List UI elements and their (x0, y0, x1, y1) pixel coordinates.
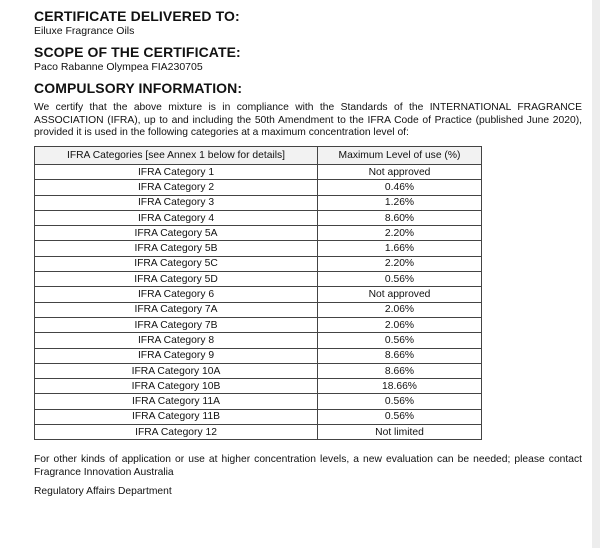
max-level-cell: 2.20% (318, 226, 482, 241)
category-cell: IFRA Category 2 (35, 180, 318, 195)
max-level-cell: 8.60% (318, 210, 482, 225)
footer-note: For other kinds of application or use at higher concentration levels, a new evaluation can be needed; please contact Fragrance Innovation Australia (34, 454, 582, 478)
compulsory-heading: COMPULSORY INFORMATION: (34, 80, 243, 96)
max-level-cell: 8.66% (318, 363, 482, 378)
compliance-statement: We certify that the above mixture is in compliance with the Standards of the INTERNATIONAL FRAGRANCE ASSOCIATION (IFRA), up to and including the 50th Amendment to the IFRA Code of Practice (published June 2020), provided it is used in the following categories at a maximum concentration level of: (34, 102, 582, 138)
category-cell: IFRA Category 5D (35, 272, 318, 287)
category-cell: IFRA Category 11A (35, 394, 318, 409)
table-row (35, 409, 482, 424)
table-row (35, 180, 482, 195)
table-row (35, 287, 482, 302)
category-cell: IFRA Category 8 (35, 333, 318, 348)
department-name: Regulatory Affairs Department (34, 486, 172, 497)
category-cell: IFRA Category 5B (35, 241, 318, 256)
category-cell: IFRA Category 6 (35, 287, 318, 302)
max-level-cell: 0.46% (318, 180, 482, 195)
table-row (35, 425, 482, 440)
max-level-cell: 8.66% (318, 348, 482, 363)
category-cell: IFRA Category 9 (35, 348, 318, 363)
table-row (35, 317, 482, 332)
category-cell: IFRA Category 1 (35, 165, 318, 180)
ifra-limits-table (34, 146, 482, 440)
header-max-level: Maximum Level of use (%) (318, 147, 482, 165)
scope-heading: SCOPE OF THE CERTIFICATE: (34, 44, 241, 60)
table-row (35, 363, 482, 378)
category-cell: IFRA Category 10A (35, 363, 318, 378)
category-cell: IFRA Category 10B (35, 379, 318, 394)
max-level-cell: Not limited (318, 425, 482, 440)
category-cell: IFRA Category 5C (35, 256, 318, 271)
max-level-cell: Not approved (318, 287, 482, 302)
table-row (35, 195, 482, 210)
category-cell: IFRA Category 12 (35, 425, 318, 440)
table-header-row (35, 147, 482, 165)
header-categories: IFRA Categories [see Annex 1 below for details] (35, 147, 318, 165)
max-level-cell: 0.56% (318, 394, 482, 409)
page-edge-shadow (592, 0, 600, 548)
max-level-cell: 1.66% (318, 241, 482, 256)
max-level-cell: 0.56% (318, 272, 482, 287)
table-row (35, 302, 482, 317)
category-cell: IFRA Category 7B (35, 317, 318, 332)
max-level-cell: 2.06% (318, 302, 482, 317)
table-row (35, 210, 482, 225)
table-row (35, 333, 482, 348)
table-row (35, 165, 482, 180)
table-row (35, 256, 482, 271)
category-cell: IFRA Category 4 (35, 210, 318, 225)
category-cell: IFRA Category 11B (35, 409, 318, 424)
max-level-cell: 2.06% (318, 317, 482, 332)
category-cell: IFRA Category 7A (35, 302, 318, 317)
max-level-cell: 2.20% (318, 256, 482, 271)
table-row (35, 379, 482, 394)
max-level-cell: Not approved (318, 165, 482, 180)
table-row (35, 348, 482, 363)
category-cell: IFRA Category 3 (35, 195, 318, 210)
max-level-cell: 1.26% (318, 195, 482, 210)
max-level-cell: 0.56% (318, 409, 482, 424)
table-row (35, 272, 482, 287)
max-level-cell: 18.66% (318, 379, 482, 394)
table-row (35, 241, 482, 256)
table-body (35, 165, 482, 440)
delivered-to-heading: CERTIFICATE DELIVERED TO: (34, 8, 240, 24)
table-row (35, 394, 482, 409)
max-level-cell: 0.56% (318, 333, 482, 348)
category-cell: IFRA Category 5A (35, 226, 318, 241)
table-row (35, 226, 482, 241)
delivered-to-value: Eiluxe Fragrance Oils (34, 25, 135, 37)
scope-value: Paco Rabanne Olympea FIA230705 (34, 61, 203, 73)
